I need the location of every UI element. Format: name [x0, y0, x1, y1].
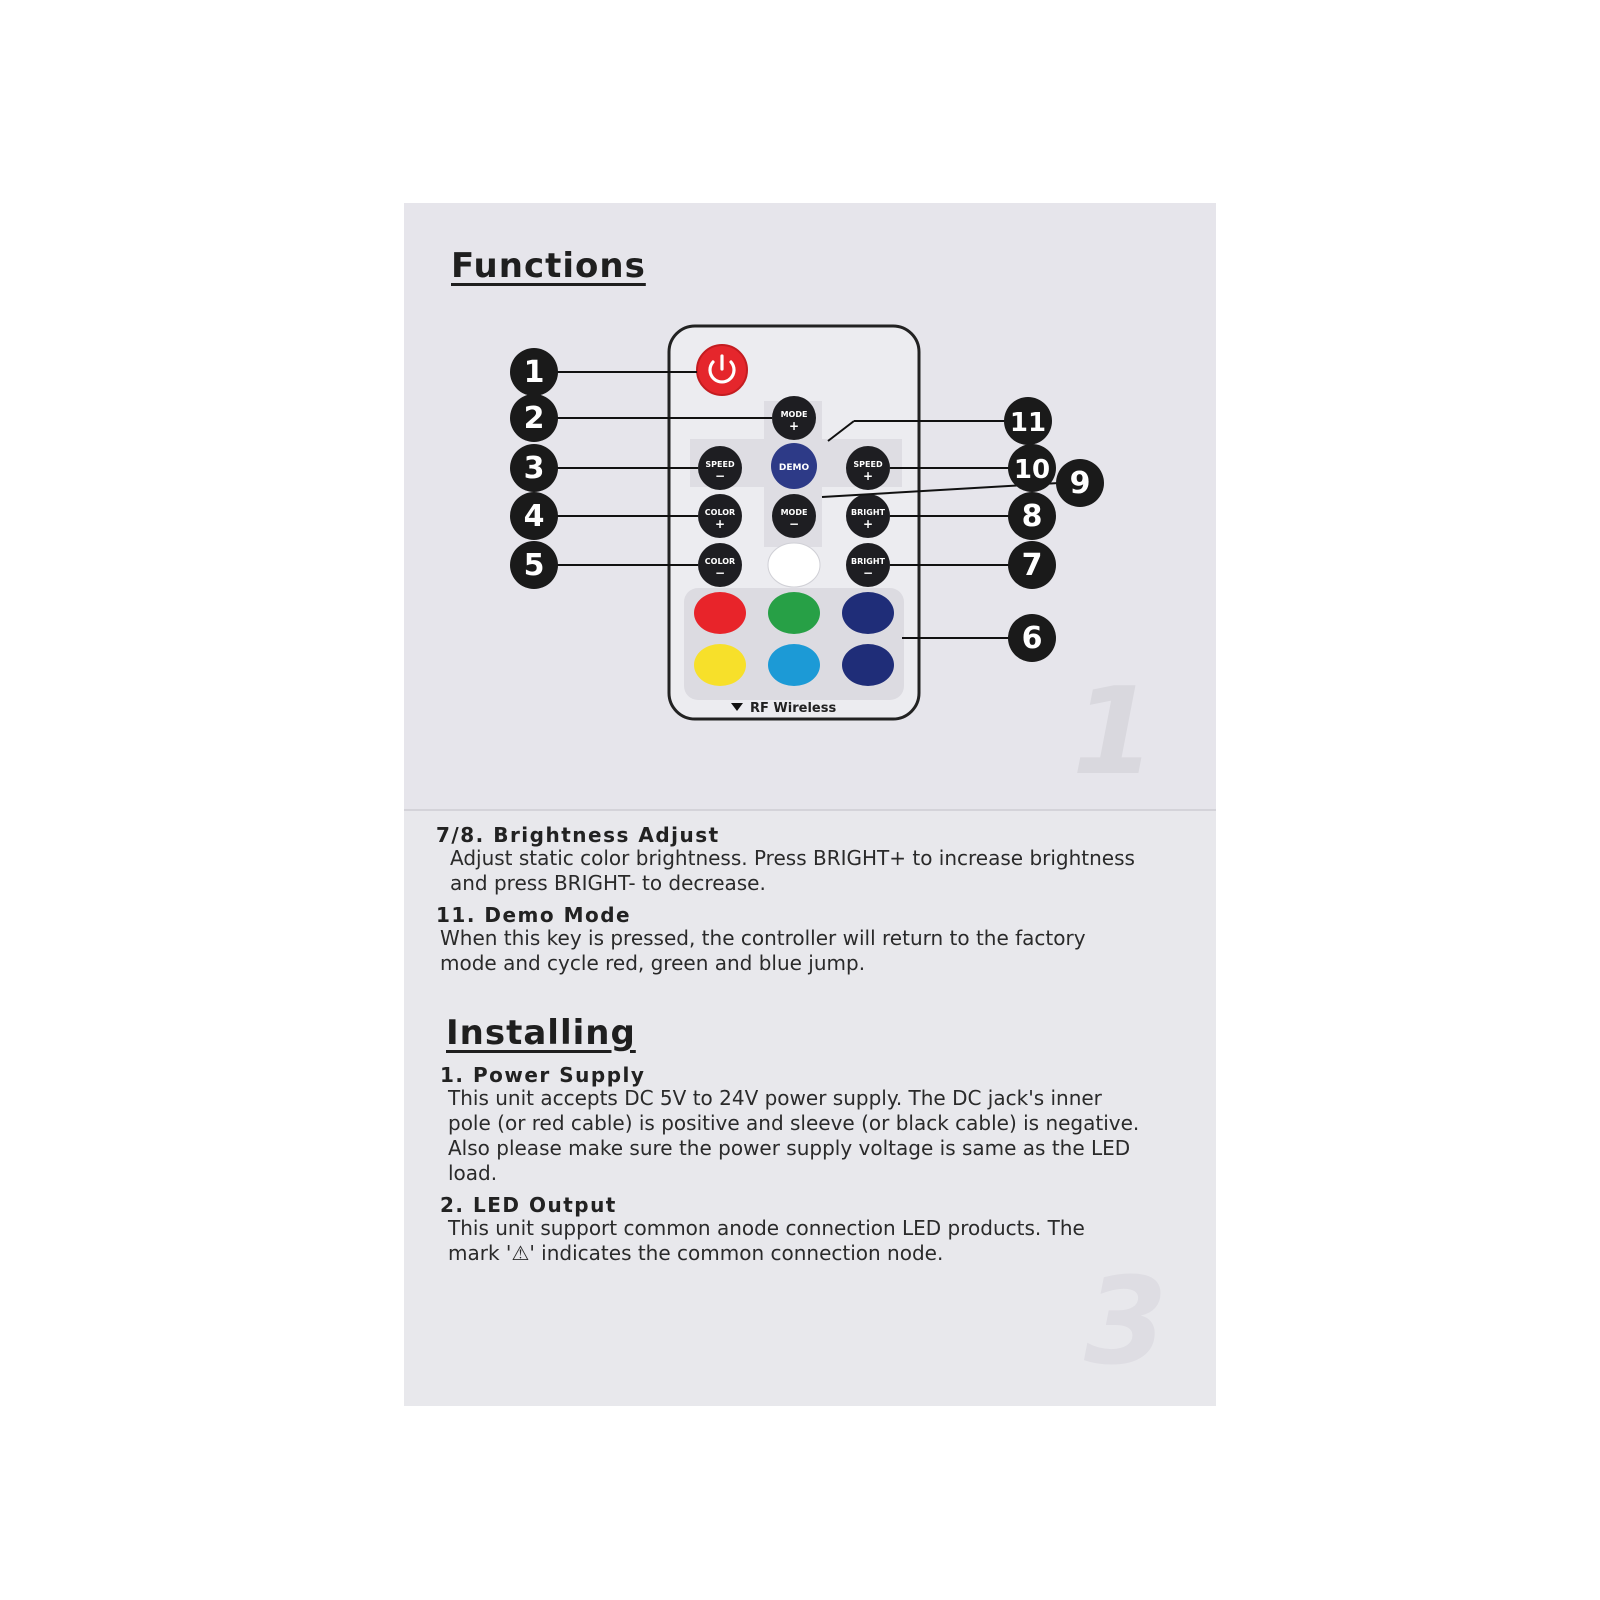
color-minus-button [698, 543, 742, 587]
power-supply-body: This unit accepts DC 5V to 24V power supply. The DC jack's inner pole (or red cable) is positive and sleeve (or black cable) is negative. Also please make sure the power supply voltage is same as the LED load. [448, 1086, 1140, 1185]
demo-mode-title: 11. Demo Mode [436, 903, 632, 927]
power-supply-title: 1. Power Supply [440, 1063, 646, 1087]
color-key-5 [768, 644, 820, 686]
callout-9 [1056, 459, 1104, 507]
svg-text:10: 10 [1013, 455, 1051, 485]
brightness-body: Adjust static color brightness. Press BRIGHT+ to increase brightness and press BRIGHT- to decrease. [450, 846, 1135, 895]
bright-minus-button [846, 543, 890, 587]
page-watermark-1: 1 [1072, 663, 1156, 802]
callout-5 [510, 541, 558, 589]
svg-text:7: 7 [1021, 548, 1043, 583]
color-key-1 [694, 592, 746, 634]
led-output-title: 2. LED Output [440, 1193, 617, 1217]
svg-text:8: 8 [1021, 499, 1043, 534]
svg-text:SPEED: SPEED [853, 460, 883, 469]
callout-4 [510, 492, 558, 540]
brightness-title: 7/8. Brightness Adjust [436, 823, 720, 847]
functions-heading: Functions [451, 246, 646, 286]
svg-text:BRIGHT: BRIGHT [851, 508, 885, 517]
callout-7 [1008, 541, 1056, 589]
svg-text:5: 5 [523, 548, 545, 583]
color-key-4 [694, 644, 746, 686]
color-key-3 [842, 592, 894, 634]
svg-text:−: − [862, 566, 874, 580]
svg-text:2: 2 [523, 401, 545, 436]
mode-minus-button [772, 494, 816, 538]
manual-page [404, 203, 1216, 1406]
speed-plus-button [846, 446, 890, 490]
remote-diagram [404, 203, 1216, 763]
svg-text:+: + [862, 469, 874, 483]
callout-3 [510, 444, 558, 492]
svg-text:−: − [714, 469, 726, 483]
svg-text:6: 6 [1021, 621, 1043, 656]
svg-text:+: + [714, 517, 726, 531]
svg-text:SPEED: SPEED [705, 460, 735, 469]
svg-text:RF Wireless: RF Wireless [750, 701, 837, 716]
svg-text:−: − [714, 566, 726, 580]
led-output-body: This unit support common anode connection LED products. The mark '⚠' indicates the common connection node. [448, 1216, 1085, 1265]
bright-plus-button [846, 494, 890, 538]
speed-minus-button [698, 446, 742, 490]
svg-text:BRIGHT: BRIGHT [851, 557, 885, 566]
svg-text:11: 11 [1009, 408, 1047, 438]
color-key-2 [768, 592, 820, 634]
svg-text:4: 4 [523, 499, 545, 534]
svg-text:3: 3 [523, 451, 545, 486]
callout-2 [510, 394, 558, 442]
white-key [768, 543, 820, 587]
svg-text:MODE: MODE [780, 508, 808, 517]
installing-heading: Installing [446, 1013, 636, 1053]
svg-text:1: 1 [523, 355, 545, 390]
demo-mode-body: When this key is pressed, the controller will return to the factory mode and cycle red, green and blue jump. [440, 926, 1086, 975]
color-plus-button [698, 494, 742, 538]
callout-6 [1008, 614, 1056, 662]
color-key-6 [842, 644, 894, 686]
callout-1 [510, 348, 558, 396]
svg-text:9: 9 [1069, 466, 1091, 501]
svg-text:COLOR: COLOR [704, 557, 736, 566]
svg-text:−: − [788, 517, 800, 531]
svg-text:+: + [862, 517, 874, 531]
page-watermark-3: 3 [1084, 1253, 1168, 1392]
callout-10 [1008, 444, 1056, 492]
svg-text:DEMO: DEMO [778, 463, 810, 473]
demo-button [771, 443, 817, 489]
svg-text:COLOR: COLOR [704, 508, 736, 517]
mode-plus-label: MODE [780, 410, 808, 419]
svg-text:+: + [788, 419, 800, 433]
mode-plus-button [772, 396, 816, 440]
callout-8 [1008, 492, 1056, 540]
callout-11 [1004, 397, 1052, 445]
